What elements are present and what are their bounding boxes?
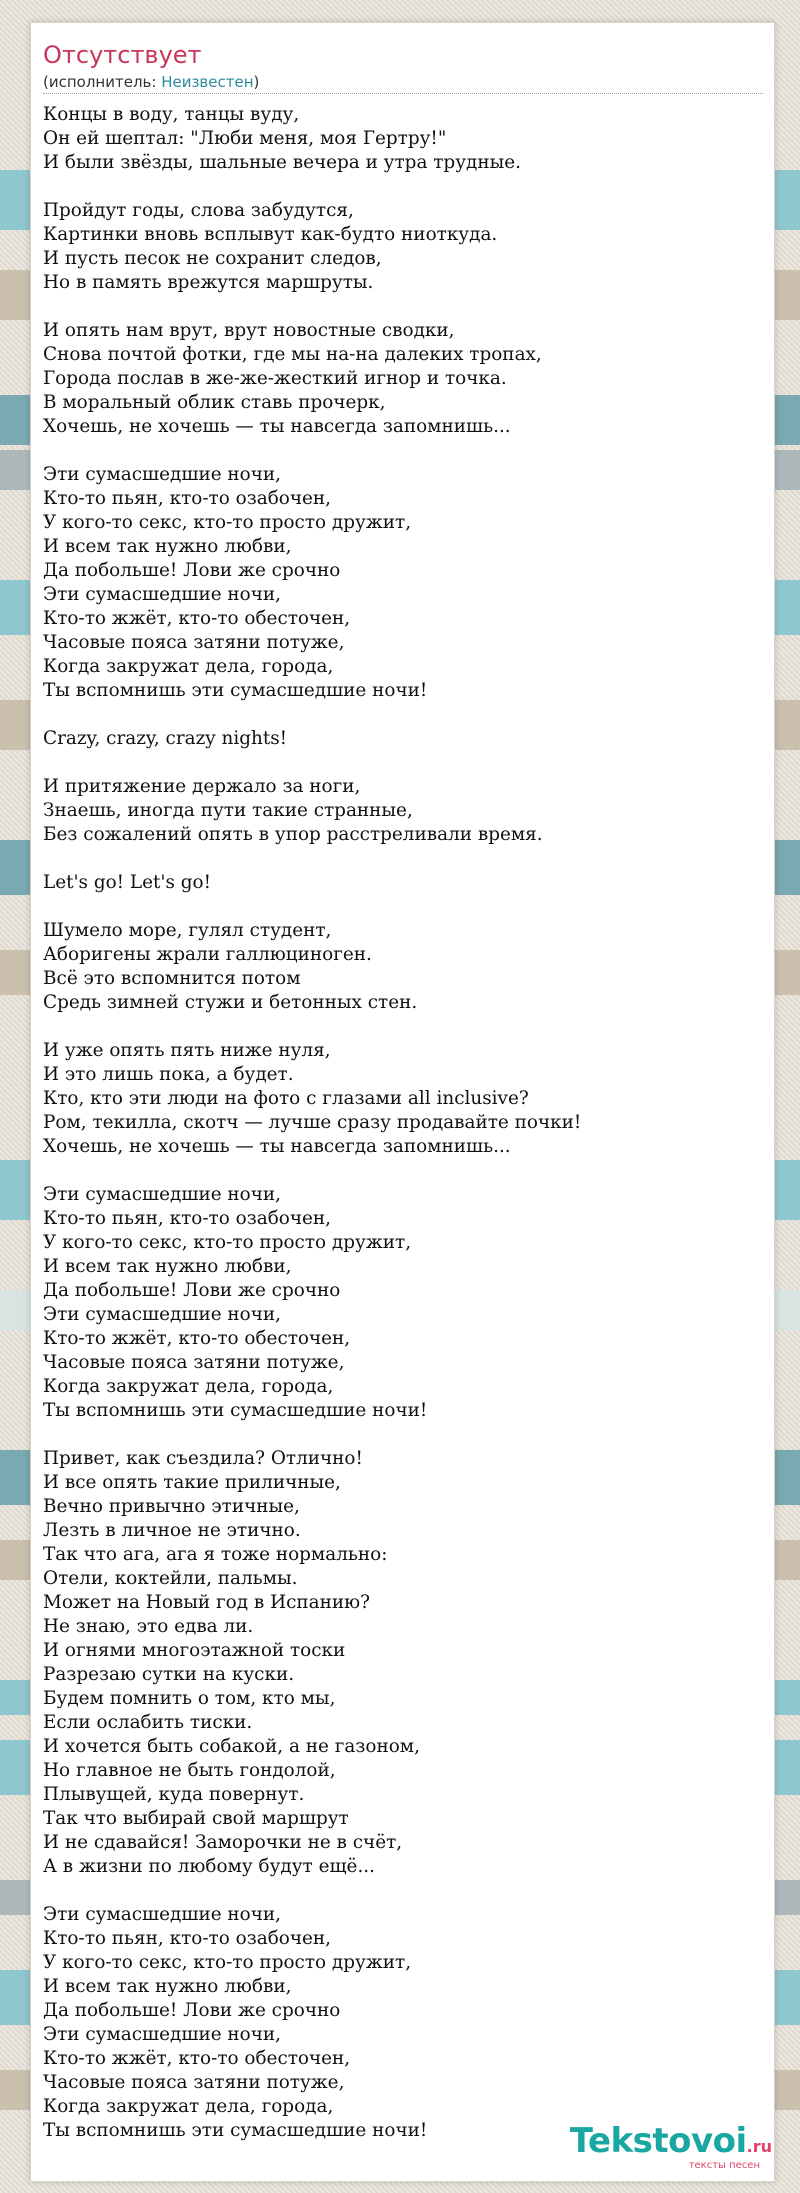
lyric-line: И уже опять пять ниже нуля, <box>43 1040 331 1061</box>
lyric-line: Но в память врежутся маршруты. <box>43 272 374 293</box>
lyric-line: И притяжение держало за ноги, <box>43 776 361 797</box>
lyric-line: Эти сумасшедшие ночи, <box>43 464 282 485</box>
lyric-line: Плывущей, куда повернут. <box>43 1784 305 1805</box>
lyric-line: Ты вспомнишь эти сумасшедшие ночи! <box>43 680 428 701</box>
lyric-line: И это лишь пока, а будет. <box>43 1064 294 1085</box>
lyric-blank-line <box>43 703 763 727</box>
lyric-line: Когда закружат дела, города, <box>43 656 334 677</box>
lyric-line: Когда закружат дела, города, <box>43 1376 334 1397</box>
lyric-line: Привет, как съездила? Отлично! <box>43 1448 363 1469</box>
lyric-line: И не сдавайся! Заморочки не в счёт, <box>43 1832 403 1853</box>
lyric-line: Но главное не быть гондолой, <box>43 1760 336 1781</box>
lyric-line: Да побольше! Лови же срочно <box>43 2000 341 2021</box>
lyric-line: И всем так нужно любви, <box>43 536 292 557</box>
lyric-line: Он ей шептал: "Люби меня, моя Гертру!" <box>43 128 447 149</box>
song-header <box>43 41 763 94</box>
lyric-line: Кто-то жжёт, кто-то обесточен, <box>43 1328 351 1349</box>
lyric-line: Кто-то жжёт, кто-то обесточен, <box>43 608 351 629</box>
logo-domain-suffix: .ru <box>746 2137 772 2156</box>
lyric-line: И хочется быть собакой, а не газоном, <box>43 1736 420 1757</box>
lyric-blank-line <box>43 175 763 199</box>
lyric-line: И все опять такие приличные, <box>43 1472 341 1493</box>
lyric-line: Let's go! Let's go! <box>43 872 211 893</box>
lyric-line: Не знаю, это едва ли. <box>43 1616 254 1637</box>
lyrics-card <box>30 22 775 2182</box>
lyric-line: Аборигены жрали галлюциноген. <box>43 944 372 965</box>
lyric-blank-line <box>43 1159 763 1183</box>
lyric-line: И были звёзды, шальные вечера и утра трудные. <box>43 152 521 173</box>
lyric-line: Отели, коктейли, пальмы. <box>43 1568 298 1589</box>
lyric-line: Да побольше! Лови же срочно <box>43 560 341 581</box>
lyric-line: Средь зимней стужи и бетонных стен. <box>43 992 418 1013</box>
lyric-line: Ром, текилла, скотч — лучше сразу продавайте почки! <box>43 1112 582 1133</box>
lyric-line: Кто-то пьян, кто-то озабочен, <box>43 488 332 509</box>
lyric-line: Ты вспомнишь эти сумасшедшие ночи! <box>43 1400 428 1421</box>
lyric-blank-line <box>43 847 763 871</box>
lyric-line: Знаешь, иногда пути такие странные, <box>43 800 413 821</box>
lyric-line: Кто-то жжёт, кто-то обесточен, <box>43 2048 351 2069</box>
lyric-line: Без сожалений опять в упор расстреливали время. <box>43 824 543 845</box>
lyric-blank-line <box>43 1015 763 1039</box>
lyric-line: Вечно привычно этичные, <box>43 1496 300 1517</box>
lyric-line: У кого-то секс, кто-то просто дружит, <box>43 1232 412 1253</box>
lyric-line: Всё это вспомнится потом <box>43 968 301 989</box>
lyric-blank-line <box>43 751 763 775</box>
lyric-blank-line <box>43 439 763 463</box>
lyric-line: Хочешь, не хочешь — ты навсегда запомнишь... <box>43 416 511 437</box>
lyric-line: Хочешь, не хочешь — ты навсегда запомнишь... <box>43 1136 511 1157</box>
lyric-line: Разрезаю сутки на куски. <box>43 1664 295 1685</box>
lyric-line: И всем так нужно любви, <box>43 1256 292 1277</box>
song-title: Отсутствует <box>43 41 202 69</box>
lyric-line: Эти сумасшедшие ночи, <box>43 1304 282 1325</box>
site-logo[interactable] <box>569 2121 772 2171</box>
artist-suffix: ) <box>253 73 260 91</box>
logo-wordmark: Tekstovoi <box>569 2121 747 2161</box>
artist-link[interactable]: Неизвестен <box>161 73 254 91</box>
lyric-line: Шумело море, гулял студент, <box>43 920 332 941</box>
lyric-line: И всем так нужно любви, <box>43 1976 292 1997</box>
lyric-line: Эти сумасшедшие ночи, <box>43 2024 282 2045</box>
lyric-blank-line <box>43 1879 763 1903</box>
lyric-blank-line <box>43 895 763 919</box>
lyric-line: У кого-то секс, кто-то просто дружит, <box>43 1952 412 1973</box>
lyric-line: Концы в воду, танцы вуду, <box>43 104 300 125</box>
lyric-line: И пусть песок не сохранит следов, <box>43 248 382 269</box>
lyric-line: Когда закружат дела, города, <box>43 2096 334 2117</box>
lyric-line: Лезть в личное не этично. <box>43 1520 301 1541</box>
lyric-line: У кого-то секс, кто-то просто дружит, <box>43 512 412 533</box>
lyric-line: Эти сумасшедшие ночи, <box>43 1184 282 1205</box>
lyrics-text <box>43 103 763 2143</box>
lyric-line: Снова почтой фотки, где мы на-на далеких тропах, <box>43 344 542 365</box>
lyric-line: Crazy, crazy, crazy nights! <box>43 728 288 749</box>
lyric-line: И огнями многоэтажной тоски <box>43 1640 346 1661</box>
lyric-line: Да побольше! Лови же срочно <box>43 1280 341 1301</box>
lyric-line: Города послав в же-же-жесткий игнор и точка. <box>43 368 507 389</box>
lyric-blank-line <box>43 295 763 319</box>
lyric-line: Кто, кто эти люди на фото с глазами all inclusive? <box>43 1088 529 1109</box>
lyric-line: Кто-то пьян, кто-то озабочен, <box>43 1928 332 1949</box>
lyric-line: Ты вспомнишь эти сумасшедшие ночи! <box>43 2120 428 2141</box>
lyric-line: А в жизни по любому будут ещё... <box>43 1856 375 1877</box>
lyric-line: Часовые пояса затяни потуже, <box>43 2072 345 2093</box>
lyric-line: Часовые пояса затяни потуже, <box>43 1352 345 1373</box>
lyric-line: Так что выбирай свой маршрут <box>43 1808 349 1829</box>
lyric-line: Если ослабить тиски. <box>43 1712 253 1733</box>
lyric-blank-line <box>43 1423 763 1447</box>
artist-line <box>43 73 259 91</box>
lyric-line: Так что ага, ага я тоже нормально: <box>43 1544 388 1565</box>
lyric-line: Пройдут годы, слова забудутся, <box>43 200 354 221</box>
logo-tagline: тексты песен <box>688 2160 760 2171</box>
lyric-line: В моральный облик ставь прочерк, <box>43 392 386 413</box>
lyric-line: Эти сумасшедшие ночи, <box>43 1904 282 1925</box>
lyric-line: Может на Новый год в Испанию? <box>43 1592 371 1613</box>
lyric-line: Будем помнить о том, кто мы, <box>43 1688 336 1709</box>
artist-prefix: (исполнитель: <box>43 73 162 91</box>
lyric-line: Картинки вновь всплывут как-будто ниоткуда. <box>43 224 498 245</box>
lyric-line: Часовые пояса затяни потуже, <box>43 632 345 653</box>
lyric-line: Эти сумасшедшие ночи, <box>43 584 282 605</box>
lyric-line: Кто-то пьян, кто-то озабочен, <box>43 1208 332 1229</box>
lyric-line: И опять нам врут, врут новостные сводки, <box>43 320 455 341</box>
